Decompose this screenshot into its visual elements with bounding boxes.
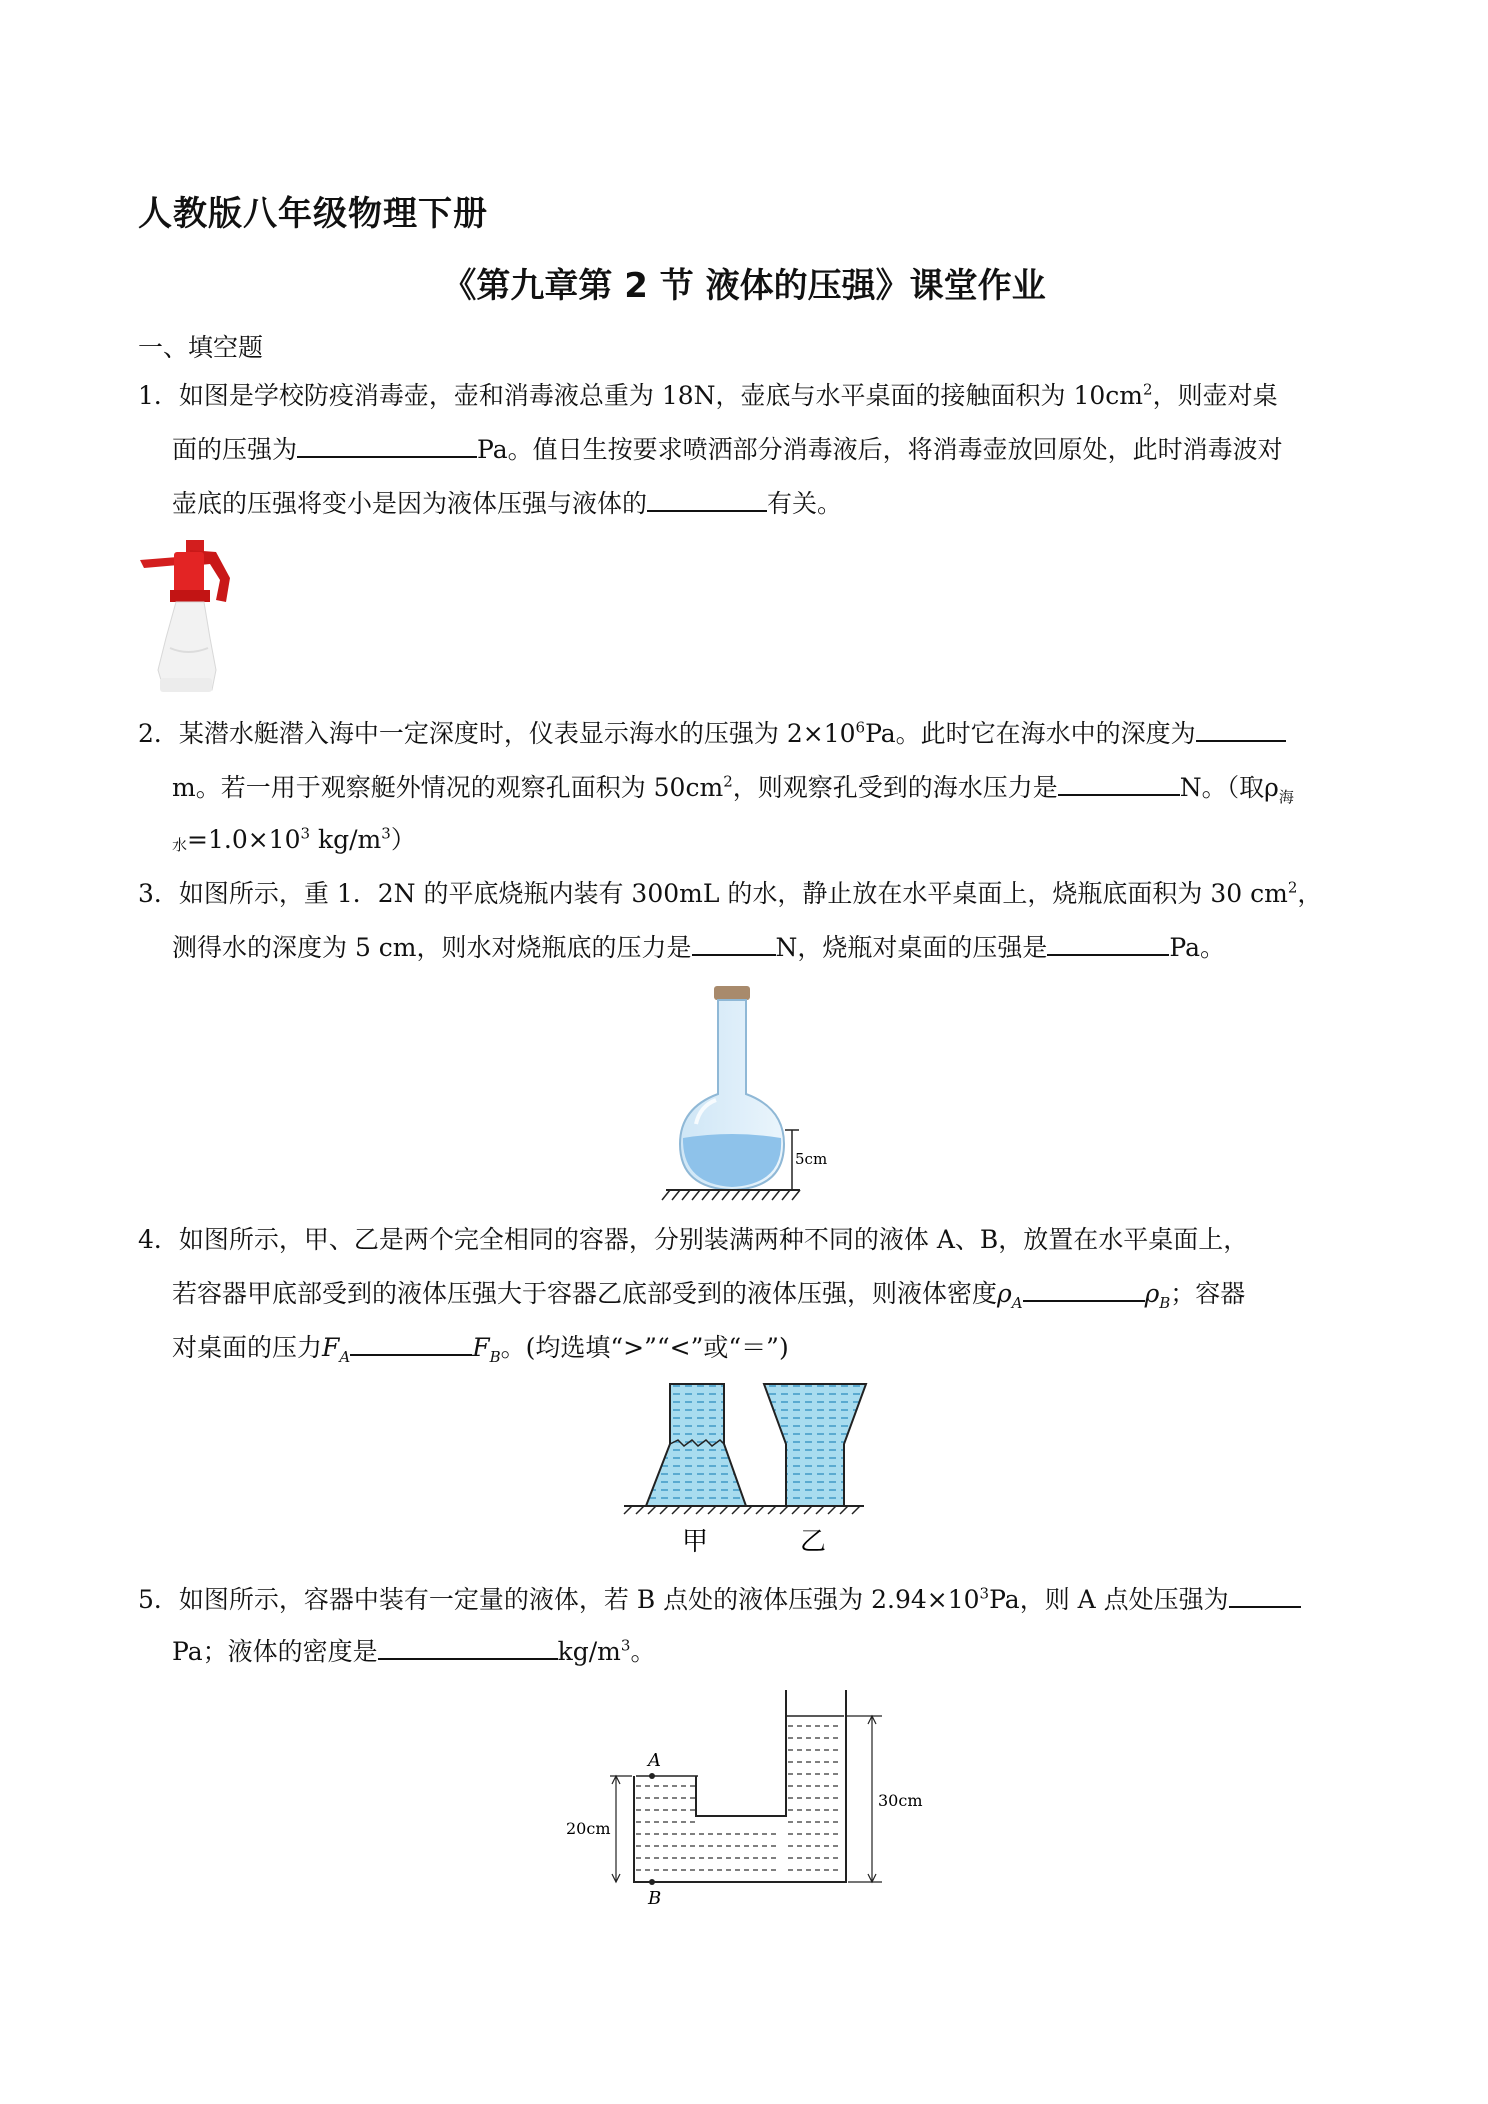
section-title: 一、填空题 <box>138 333 264 362</box>
q3-blank-1[interactable] <box>692 930 776 956</box>
containers-figure <box>624 1382 874 1558</box>
q4-line3: 对桌面的压力$F_A$ $F_B$。(均选填“>”“<”或“＝”) <box>172 1330 789 1366</box>
q1-number: 1． <box>138 381 179 410</box>
dimension-30cm: 30cm <box>878 1791 923 1810</box>
q4-number: 4． <box>138 1225 179 1254</box>
q2-blank-1[interactable] <box>1196 716 1286 742</box>
q2-number: 2． <box>138 719 179 748</box>
point-b <box>649 1879 655 1885</box>
label-jia: 甲 <box>682 1527 709 1557</box>
q1-line1: 1．如图是学校防疫消毒壶，壶和消毒液总重为 18N，壶底与水平桌面的接触面积为 $10cm^2$，则壶对桌 <box>138 380 1278 410</box>
q1-line2: 面的压强为 Pa。值日生按要求喷洒部分消毒液后，将消毒壶放回原处，此时消毒波对 <box>172 432 1283 468</box>
q3-blank-2[interactable] <box>1047 930 1169 956</box>
u-container-figure <box>566 1690 923 1909</box>
q2-line1: 2．某潜水艇潜入海中一定深度时，仪表显示海水的压强为 $2\times 10^6Pa$。此时它在海水中的深度为 <box>138 716 1286 752</box>
q3-line2: 测得水的深度为 5 cm，则水对烧瓶底的压力是 N，烧瓶对桌面的压强是 Pa。 <box>172 930 1225 966</box>
q5-number: 5． <box>138 1585 179 1614</box>
q5-blank-2[interactable] <box>378 1634 558 1660</box>
container-yi <box>764 1384 866 1506</box>
label-a: A <box>648 1750 661 1771</box>
q4-blank-1[interactable] <box>1023 1276 1145 1302</box>
flask-figure <box>666 984 856 1204</box>
q3-number: 3． <box>138 879 179 908</box>
q5-line2: Pa；液体的密度是 $kg/m^3$。 <box>172 1634 655 1670</box>
q5-blank-1[interactable] <box>1229 1582 1301 1608</box>
document-title: 人教版八年级物理下册 <box>138 194 488 234</box>
flask-stopper <box>714 986 750 1000</box>
q4-line1: 4．如图所示，甲、乙是两个完全相同的容器，分别装满两种不同的液体 A、B，放置在水平桌面上， <box>138 1225 1249 1254</box>
q1-line3: 壶底的压强将变小是因为液体压强与液体的 有关。 <box>172 486 842 522</box>
q4-line2: 若容器甲底部受到的液体压强大于容器乙底部受到的液体压强，则液体密度$\rho_A$ $\rho_B$；容器 <box>172 1276 1245 1312</box>
spray-bottle-figure <box>130 538 240 694</box>
label-yi: 乙 <box>800 1527 827 1557</box>
label-b: B <box>648 1888 662 1909</box>
point-a <box>649 1773 655 1779</box>
flask-depth-label: 5cm <box>795 1150 828 1168</box>
dimension-20cm: 20cm <box>566 1819 611 1838</box>
q1-blank-2[interactable] <box>647 486 767 512</box>
document-subtitle: 《第九章第 2 节 液体的压强》课堂作业 <box>442 266 1046 306</box>
q1-blank-1[interactable] <box>297 432 477 458</box>
q4-blank-2[interactable] <box>350 1330 472 1356</box>
q5-line1: 5．如图所示，容器中装有一定量的液体，若 B 点处的液体压强为 $2.94\times 10^3Pa$，则 A 点处压强为 <box>138 1582 1301 1618</box>
q3-line1: 3．如图所示，重 1．2N 的平底烧瓶内装有 300mL 的水，静止放在水平桌面上，烧瓶底面积为 30 $cm^2$， <box>138 878 1323 908</box>
q2-line3: $_水=1.0\times 10^3$ $kg/m^3$） <box>172 824 416 854</box>
q2-line2: m。若一用于观察艇外情况的观察孔面积为 $50cm^2$，则观察孔受到的海水压力是 N。（取$\rho_海$ <box>172 770 1294 806</box>
q2-blank-2[interactable] <box>1058 770 1180 796</box>
